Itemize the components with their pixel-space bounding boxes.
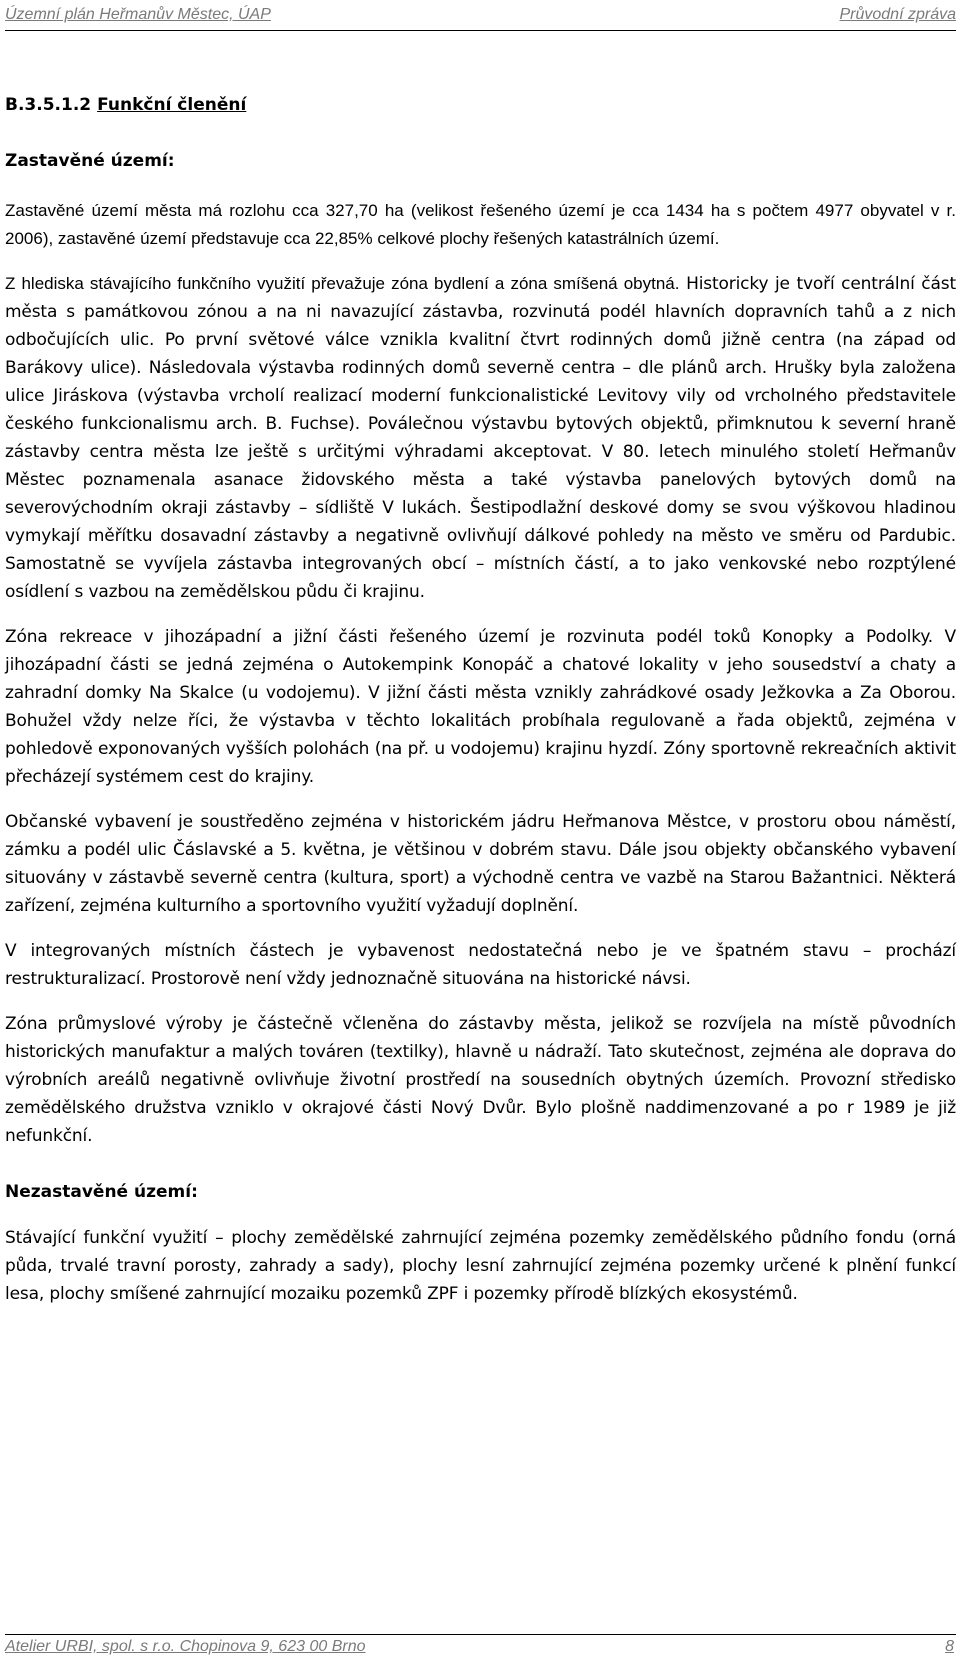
paragraph [5, 270, 956, 606]
paragraph-lead: Z hlediska stávajícího funkčního využití převažuje zóna bydlení a zóna smíšená obytná. [5, 274, 680, 293]
header-section-name: Průvodní zpráva [839, 6, 956, 23]
paragraph: Občanské vybavení je soustředěno zejména v historickém jádru Heřmanova Městce, v prostoru obou náměstí, zámku a podél ulic Čáslavské a 5. května, je většinou v dobrém stavu. Dále jsou objekty občanského vybavení situovány v zástavbě severně centra (kultura, sport) a východně centra ve vazbě na Starou Bažantnici. Některá zařízení, zejména kulturního a sportovního využití vyžadují doplnění. [5, 812, 956, 916]
section-title: Funkční členění [97, 95, 247, 115]
page-number: 8 [945, 1638, 954, 1655]
paragraph: Zastavěné území města má rozlohu cca 327,70 ha (velikost řešeného území je cca 1434 ha s počtem 4977 obyvatel v r. 2006), zastavěné území představuje cca 22,85% celkové plochy řešených katastrálních území. [5, 201, 956, 248]
footer-company-address: Atelier URBI, spol. s r.o. Chopinova 9, 623 00 Brno [5, 1638, 366, 1655]
document-body [5, 93, 956, 1325]
subheading-zastavene: Zastavěné území: [5, 151, 175, 171]
paragraph: Stávající funkční využití – plochy zemědělské zahrnující zejména pozemky zemědělského půdního fondu (orná půda, trvalé travní porosty, zahrady a sady), plochy lesní zahrnující zejména pozemky určené k plnění funkcí lesa, plochy smíšené zahrnující mozaiku pozemků ZPF i pozemky přírodě blízkých ekosystémů. [5, 1228, 956, 1304]
paragraph: Zóna průmyslové výroby je částečně včleněna do zástavby města, jelikož se rozvíjela na místě původních historických manufaktur a malých továren (textilky), hlavně u nádraží. Tato skutečnost, zejména ale doprava do výrobních areálů negativně ovlivňuje životní prostředí na sousedních obytných územích. Provozní středisko zemědělského družstva vzniklo v okrajové části Nový Dvůr. Bylo plošně naddimenzované a po r 1989 je již nefunkční. [5, 1014, 956, 1146]
header-document-title: Územní plán Heřmanův Městec, ÚAP [5, 6, 271, 23]
section-heading [5, 93, 956, 117]
paragraph: Zóna rekreace v jihozápadní a jižní části řešeného území je rozvinuta podél toků Konopky a Podolky. V jihozápadní části se jedná zejména o Autokempink Konopáč a chatové lokality v jeho sousedství a chaty a zahradní domky Na Skalce (u vodojemu). V jižní části města vznikly zahrádkové osady Ježkovka a Za Oborou. Bohužel vždy nelze říci, že výstavba v těchto lokalitách probíhala regulovaně a řada objektů, zejména v pohledově exponovaných vyšších polohách (na př. u vodojemu) krajinu hyzdí. Zóny sportovně rekreačních aktivit přecházejí systémem cest do krajiny. [5, 627, 956, 787]
page-footer [5, 1634, 956, 1661]
paragraph-rest: Historicky je tvoří centrální část města s památkovou zónou a na ni navazující zástavba, rozvinutá podél hlavních dopravních tahů a z nich odbočujících ulic. Po první světové válce vznikla kvalitní čtvrt rodinných domů jižně centra (na západ od Barákovy ulice). Následovala výstavba rodinných domů severně centra – dle plánů arch. Hrušky byla založena ulice Jiráskova (výstavba vrcholí realizací moderní funkcionalistické Levitovy vily od vrcholného představitele českého funkcionalismu arch. B. Fuchse). Poválečnou výstavbu bytových objektů, přimknutou k severní hraně zástavby centra města lze ještě s určitými výhradami akceptovat. V 80. letech minulého století Heřmanův Městec poznamenala asanace židovského města a také výstavba panelových bytových domů na severovýchodním okraji zástavby – sídliště V lukách. Šestipodlažní deskové domy se svou výškovou hladinou vymykají měřítku dosavadní zástavby a negativně ovlivňují dálkové pohledy na město ve směru od Pardubic. Samostatně se vyvíjela zástavba integrovaných obcí – místních částí, a to jako venkovské nebo rozptýlené osídlení s vazbou na zemědělskou půdu či krajinu. [5, 274, 956, 602]
paragraph: V integrovaných místních částech je vybavenost nedostatečná nebo je ve špatném stavu – prochází restrukturalizací. Prostorově není vždy jednoznačně situována na historické návsi. [5, 941, 956, 989]
subheading-nezastavene: Nezastavěné území: [5, 1182, 198, 1202]
section-number: B.3.5.1.2 [5, 95, 92, 115]
page-header [5, 4, 956, 31]
